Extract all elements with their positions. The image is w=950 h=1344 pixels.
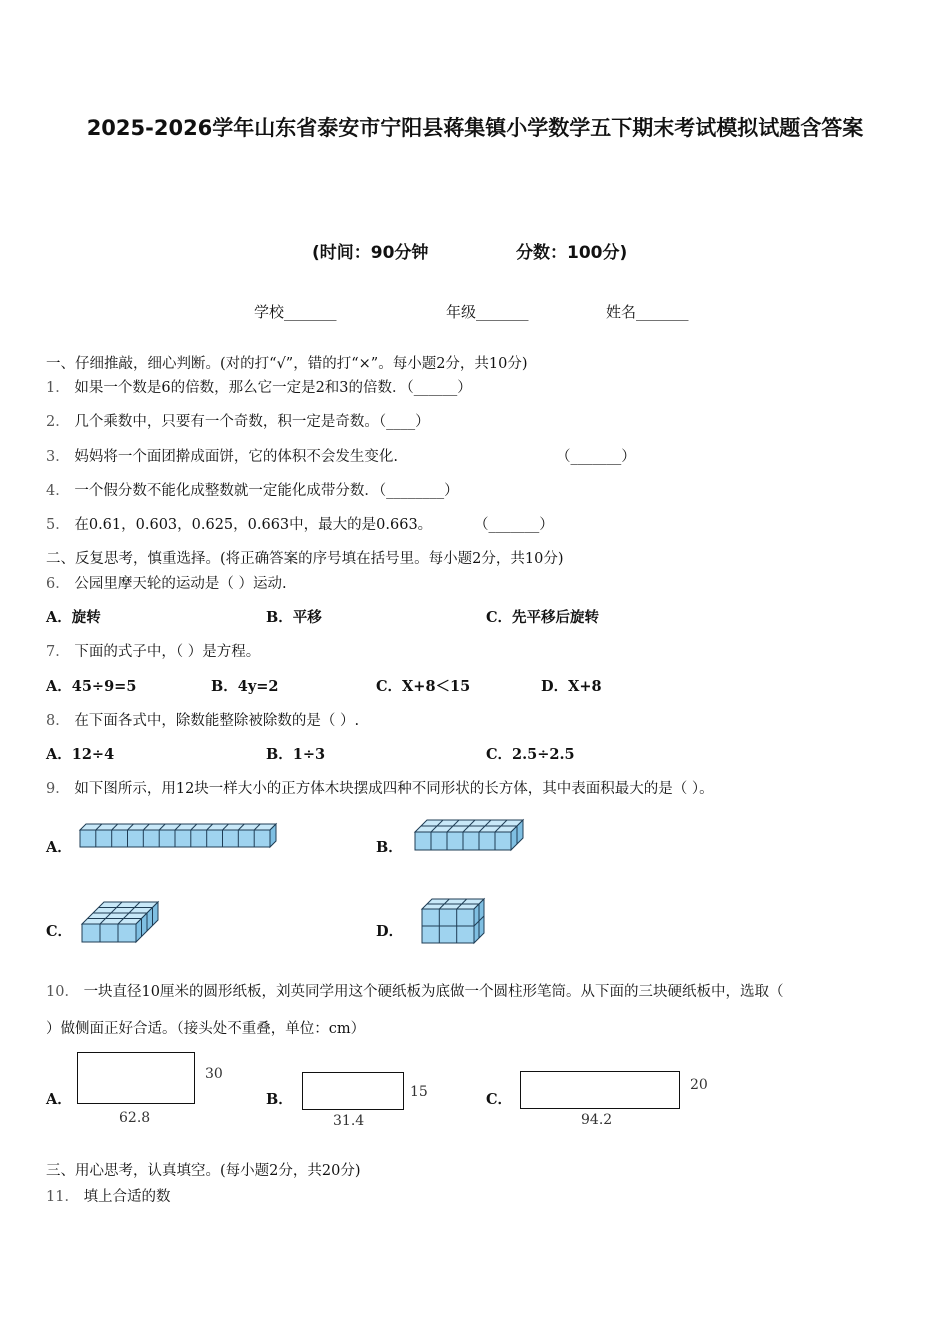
option-9a[interactable]: A．: [46, 839, 72, 856]
question-number: 7．: [46, 644, 70, 660]
question-number: 11．: [46, 1189, 79, 1205]
question-number: 1．: [46, 380, 70, 396]
question-2: [46, 410, 430, 431]
answer-paren-5[interactable]: （_______）: [474, 517, 554, 533]
question-9: [46, 777, 714, 798]
question-6: [46, 572, 287, 593]
option-6a[interactable]: A．旋转: [46, 609, 101, 626]
answer-paren-3[interactable]: （_______）: [556, 449, 636, 465]
question-text: 在下面各式中，除数能整除被除数的是（ ）.: [74, 713, 360, 729]
question-8: [46, 709, 359, 730]
cuboid-1x12-figure: [78, 822, 278, 848]
question-text: 一个假分数不能化成整数就一定能化成带分数．（________）: [74, 483, 459, 499]
question-number: 6．: [46, 576, 70, 592]
section3-heading: 三、用心思考，认真填空。(每小题2分，共20分): [46, 1163, 361, 1179]
option-8a[interactable]: A．12÷4: [46, 746, 115, 763]
option-6b[interactable]: B．平移: [266, 609, 322, 626]
board-a-rect: [77, 1052, 195, 1104]
board-c-rect: [520, 1071, 680, 1109]
question-11: [46, 1185, 171, 1206]
board-c-height: 20: [690, 1077, 708, 1093]
question-number: 5．: [46, 517, 70, 533]
option-7c[interactable]: C．X+8＜15: [376, 678, 471, 695]
option-9c[interactable]: C．: [46, 923, 73, 940]
document-title: 2025-2026学年山东省泰安市宁阳县蒋集镇小学数学五下期末考试模拟试题含答案: [86, 116, 864, 140]
question-text: 几个乘数中，只要有一个奇数，积一定是奇数。（____）: [74, 414, 430, 430]
option-9d[interactable]: D．: [376, 923, 404, 940]
option-7a[interactable]: A．45÷9=5: [46, 678, 137, 695]
cuboid-2x2x3-figure: [420, 895, 486, 945]
question-1: [46, 376, 472, 397]
option-7b[interactable]: B．4y=2: [211, 678, 279, 695]
option-10b[interactable]: B．: [266, 1091, 293, 1108]
exam-score: 分数：100分): [516, 243, 628, 263]
question-text: 一块直径10厘米的圆形纸板，刘英同学用这个硬纸板为底做一个圆柱形笔筒。从下面的三块硬纸板中，选取（: [83, 984, 784, 1000]
option-8b[interactable]: B．1÷3: [266, 746, 326, 763]
option-10c[interactable]: C．: [486, 1091, 513, 1108]
board-b-rect: [302, 1072, 404, 1110]
board-c-width: 94.2: [581, 1112, 613, 1128]
question-number: 4．: [46, 483, 70, 499]
question-text: 如下图所示，用12块一样大小的正方体木块摆成四种不同形状的长方体，其中表面积最大的是（ ）。: [74, 781, 714, 797]
question-text: 在0.61，0.603，0.625，0.663中，最大的是0.663。: [74, 517, 433, 533]
option-6c[interactable]: C．先平移后旋转: [486, 609, 600, 626]
cuboid-2x6-figure: [413, 818, 525, 852]
grade-field[interactable]: 年级_______: [446, 303, 529, 321]
cuboid-3x4-figure: [80, 900, 160, 946]
board-a-width: 62.8: [119, 1110, 151, 1126]
question-text: 下面的式子中，（ ）是方程。: [74, 644, 261, 660]
question-number: 8．: [46, 713, 70, 729]
option-10a[interactable]: A．: [46, 1091, 72, 1108]
section2-heading: 二、反复思考，慎重选择。(将正确答案的序号填在括号里。每小题2分，共10分): [46, 551, 564, 567]
question-10: [46, 980, 784, 1001]
question-10-continued: ）做侧面正好合适。（接头处不重叠，单位：cm）: [46, 1021, 366, 1037]
board-a-height: 30: [205, 1066, 223, 1082]
question-4: [46, 479, 459, 500]
question-7: [46, 640, 260, 661]
board-b-width: 31.4: [333, 1113, 365, 1129]
school-field[interactable]: 学校_______: [254, 303, 337, 321]
question-text: 妈妈将一个面团擀成面饼，它的体积不会发生变化.: [74, 449, 398, 465]
question-number: 9．: [46, 781, 70, 797]
option-8c[interactable]: C．2.5÷2.5: [486, 746, 575, 763]
section1-heading: 一、仔细推敲，细心判断。(对的打“√”，错的打“×”。每小题2分，共10分): [46, 356, 528, 372]
question-text: 公园里摩天轮的运动是（ ）运动.: [74, 576, 287, 592]
board-b-height: 15: [410, 1084, 428, 1100]
option-9b[interactable]: B．: [376, 839, 403, 856]
question-number: 10．: [46, 984, 79, 1000]
question-number: 2．: [46, 414, 70, 430]
question-3: [46, 445, 398, 466]
question-number: 3．: [46, 449, 70, 465]
exam-time: (时间：90分钟: [312, 243, 429, 263]
question-text: 填上合适的数: [83, 1189, 171, 1205]
name-field[interactable]: 姓名_______: [606, 303, 689, 321]
question-text: 如果一个数是6的倍数，那么它一定是2和3的倍数．（______）: [74, 380, 472, 396]
option-7d[interactable]: D．X+8: [541, 678, 602, 695]
question-5: [46, 513, 432, 534]
